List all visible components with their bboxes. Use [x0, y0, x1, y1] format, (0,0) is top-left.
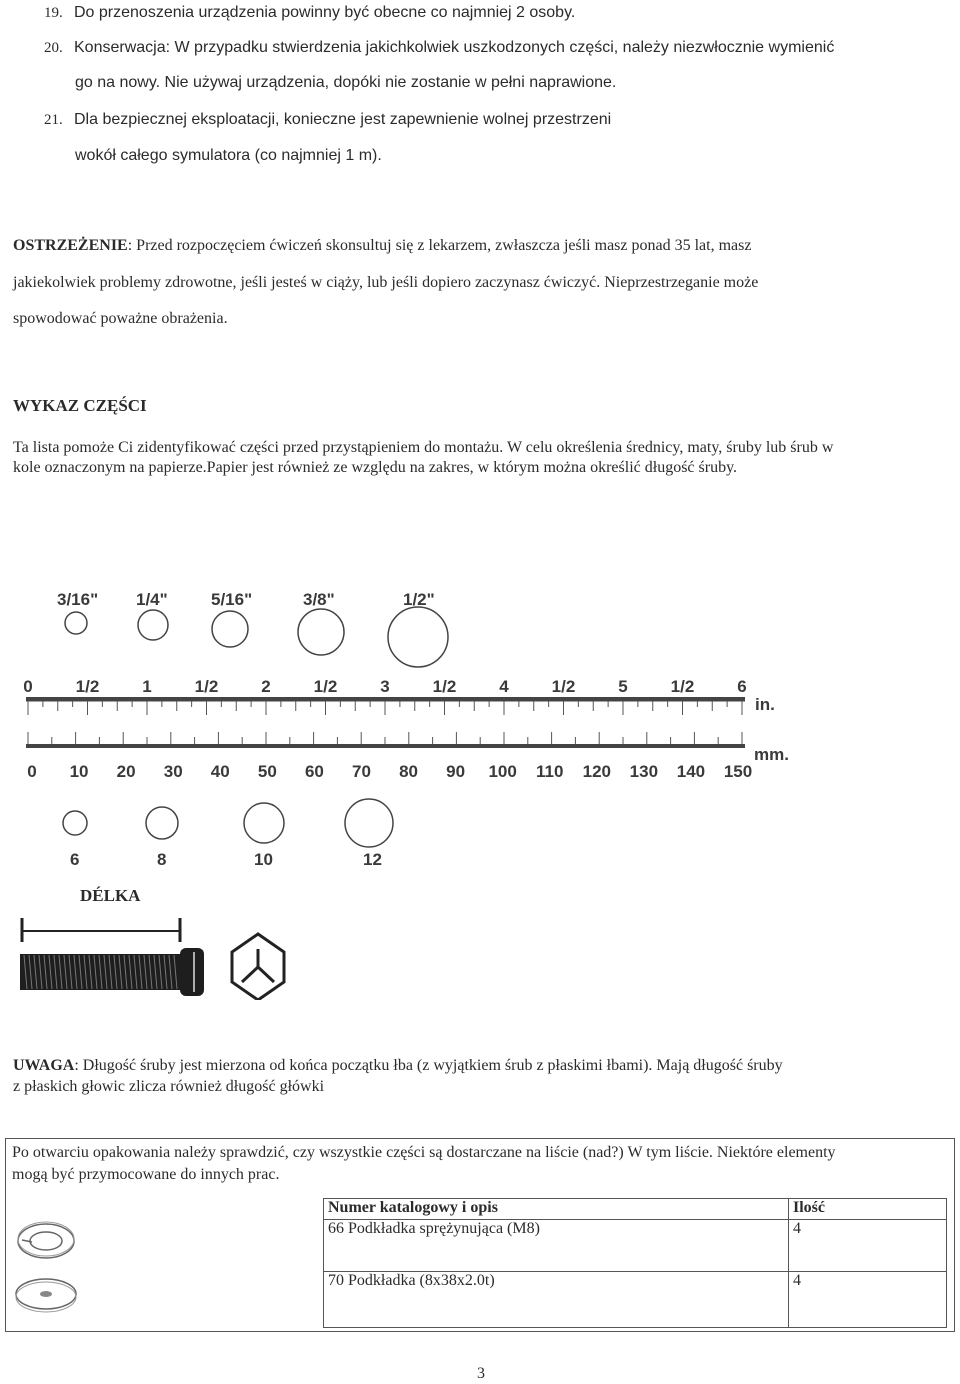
warning-text: : Przed rozpoczęciem ćwiczeń skonsultuj się z lekarzem, zwłaszcza jeśli masz ponad 35 lat, masz — [127, 237, 752, 254]
inch-diameter-circle — [298, 609, 344, 655]
inch-diameter-circle — [212, 611, 248, 647]
warning-line-2: jakiekolwiek problemy zdrowotne, jeśli jesteś w ciąży, lub jeśli dopiero zaczynasz ćwiczyć. Nieprzestrzeganie może — [13, 274, 759, 291]
mm-scale-label: 80 — [399, 762, 418, 781]
inch-diameter-label: 5/16" — [211, 590, 253, 609]
list-text: Do przenoszenia urządzenia powinny być obecne co najmniej 2 osoby. — [74, 4, 576, 21]
part-quantity: 4 — [789, 1220, 947, 1272]
mm-scale-label: 150 — [723, 762, 753, 781]
inch-diameter-circle — [138, 610, 168, 640]
mm-diameter-circle — [244, 803, 284, 843]
note-line-2: z płaskich głowic zlicza również długość główki — [13, 1078, 325, 1095]
list-item-19 — [44, 3, 575, 23]
inch-scale-label: 6 — [737, 677, 747, 696]
mm-scale-label: 140 — [676, 762, 706, 781]
inch-scale-label: 3 — [380, 677, 390, 696]
inch-scale-label: 4 — [499, 677, 509, 696]
box-text-1: Po otwarciu opakowania należy sprawdzić, czy wszystkie części są dostarczane na liście (nad?) W tym liście. Niektóre elementy — [12, 1144, 836, 1161]
mm-diameter-circle — [345, 799, 393, 847]
part-description: 66 Podkładka sprężynująca (M8) — [324, 1220, 789, 1272]
note-line-1 — [13, 1056, 783, 1076]
list-item-21-continuation: wokół całego symulatora (co najmniej 1 m). — [75, 147, 382, 164]
inch-unit-label: in. — [755, 695, 775, 714]
bolt-gauge-figure — [0, 580, 960, 1000]
part-quantity: 4 — [789, 1272, 947, 1328]
warning-line-1 — [13, 236, 751, 256]
flat-washer-icon — [16, 1279, 76, 1312]
box-text-2: mogą być przymocowane do innych prac. — [12, 1166, 280, 1183]
mm-scale-label: 130 — [629, 762, 659, 781]
mm-diameter-label: 10 — [254, 850, 273, 869]
inch-ruler-edge — [26, 697, 745, 701]
inch-scale-label: 5 — [618, 677, 628, 696]
note-text: : Długość śruby jest mierzona od końca początku łba (z wyjątkiem śrub z płaskimi łbami). Mają długość śruby — [74, 1057, 783, 1074]
bolt-icon — [20, 948, 204, 996]
hex-head-icon — [232, 934, 284, 1000]
mm-scale-label: 10 — [69, 762, 89, 781]
inch-diameter-label: 1/2" — [403, 590, 435, 609]
parts-table — [323, 1198, 947, 1328]
mm-scale-label: 40 — [210, 762, 230, 781]
parts-list-text-2: kole oznaczonym na papierze.Papier jest również ze względu na zakres, w którym można określić długość śruby. — [13, 459, 738, 476]
list-number: 21. — [44, 112, 63, 128]
inch-scale-label: 1/2 — [194, 677, 219, 696]
inch-scale-labels — [23, 677, 746, 696]
list-item-20 — [44, 38, 834, 58]
mm-scale-label: 0 — [27, 762, 37, 781]
warning-label: OSTRZEŻENIE — [13, 237, 128, 254]
mm-diameter-label: 6 — [70, 850, 80, 869]
inch-diameter-circle — [65, 612, 87, 634]
mm-scale-labels — [27, 762, 752, 781]
column-header-quantity: Ilość — [789, 1199, 947, 1220]
inch-scale-label: 1/2 — [670, 677, 695, 696]
note-label: UWAGA — [13, 1057, 75, 1074]
mm-ticks — [28, 732, 742, 744]
mm-scale-label: 20 — [116, 762, 136, 781]
inch-diameter-label: 3/16" — [57, 590, 99, 609]
list-item-21 — [44, 110, 611, 130]
inch-scale-label: 1/2 — [75, 677, 100, 696]
mm-diameter-circle — [63, 811, 87, 835]
mm-scale-label: 110 — [536, 762, 564, 781]
inch-diameter-label: 3/8" — [303, 590, 335, 609]
table-header-row — [324, 1199, 947, 1220]
column-header-description: Numer katalogowy i opis — [324, 1199, 789, 1220]
inch-scale-label: 0 — [23, 677, 33, 696]
list-item-20-continuation: go na nowy. Nie używaj urządzenia, dopóki nie zostanie w pełni naprawione. — [75, 74, 617, 91]
list-text: Dla bezpiecznej eksploatacji, konieczne jest zapewnienie wolnej przestrzeni — [74, 111, 612, 128]
mm-diameter-label: 12 — [363, 850, 382, 869]
washer-images — [14, 1218, 86, 1318]
inch-scale-label: 1/2 — [313, 677, 338, 696]
parts-list-heading: WYKAZ CZĘŚCI — [13, 396, 147, 415]
mm-scale-label: 30 — [163, 762, 183, 781]
inch-ticks — [28, 701, 742, 715]
mm-scale-label: 50 — [257, 762, 277, 781]
mm-diameter-circle — [146, 807, 178, 839]
inch-scale-label: 1/2 — [432, 677, 457, 696]
mm-scale-label: 70 — [352, 762, 371, 781]
list-number: 20. — [44, 40, 63, 56]
spring-washer-icon — [18, 1222, 74, 1258]
mm-scale-label: 120 — [582, 762, 611, 781]
mm-diameter-label: 8 — [157, 850, 167, 869]
inch-diameter-label: 1/4" — [136, 590, 168, 609]
table-row — [324, 1220, 947, 1272]
inch-scale-label: 1 — [142, 677, 152, 696]
mm-scale-label: 100 — [488, 762, 517, 781]
part-description: 70 Podkładka (8x38x2.0t) — [324, 1272, 789, 1328]
inch-scale-label: 1/2 — [551, 677, 576, 696]
table-row — [324, 1272, 947, 1328]
inch-scale-label: 2 — [261, 677, 271, 696]
mm-ruler-edge — [26, 744, 745, 748]
mm-scale-label: 90 — [446, 762, 466, 781]
parts-list-text-1: Ta lista pomoże Ci zidentyfikować części przed przystąpieniem do montażu. W celu określenia średnicy, maty, śruby lub śrub w — [13, 439, 834, 456]
mm-scale-label: 60 — [304, 762, 324, 781]
list-number: 19. — [44, 5, 63, 21]
list-text: Konserwacja: W przypadku stwierdzenia jakichkolwiek uszkodzonych części, należy niezwłocznie wymienić — [74, 39, 835, 56]
warning-line-3: spowodować poważne obrażenia. — [13, 310, 228, 327]
page-number: 3 — [477, 1365, 485, 1382]
length-label: DÉLKA — [80, 886, 141, 905]
mm-unit-label: mm. — [754, 745, 789, 764]
inch-diameter-circle — [388, 607, 448, 667]
